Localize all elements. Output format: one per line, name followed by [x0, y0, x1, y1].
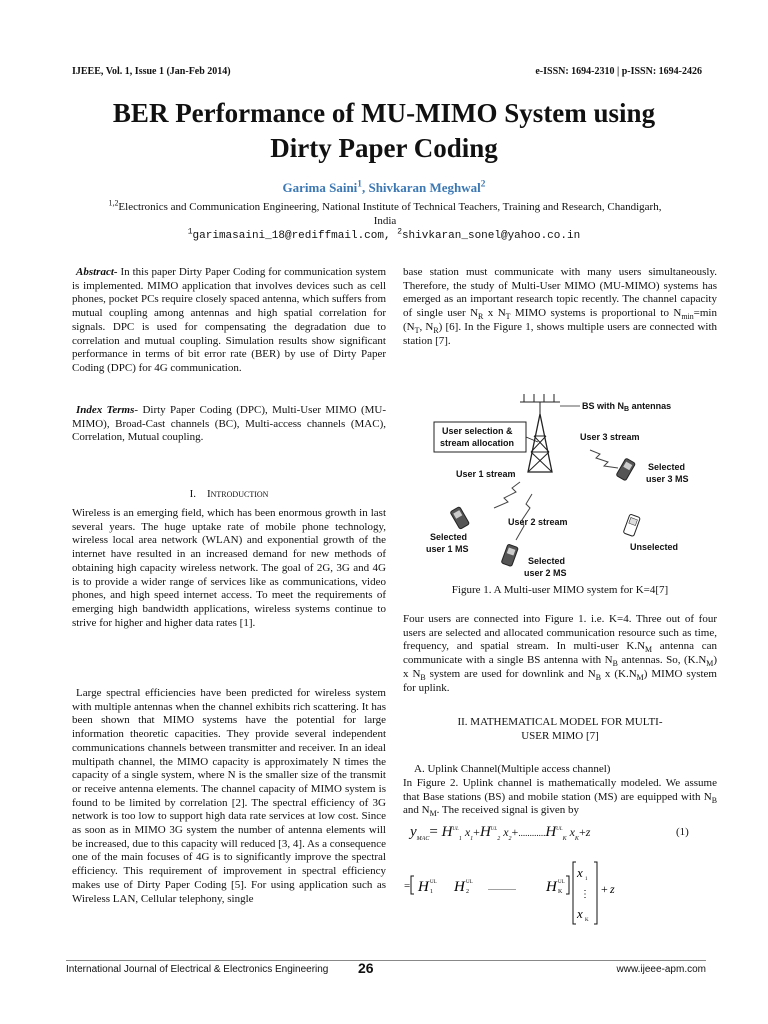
author-2-sup: 2 [480, 179, 486, 190]
eq-h2: H [479, 824, 491, 840]
unselected-label: Unselected [630, 542, 679, 552]
intro-paragraph-1 [72, 507, 386, 630]
author-1: Garima Saini [282, 180, 358, 195]
figure-1-diagram [420, 386, 710, 582]
footer-journal: International Journal of Electrical & Electronics Engineering [66, 964, 329, 975]
affiliation [100, 200, 670, 228]
abstract [72, 266, 386, 376]
rp1-c: MIMO systems is proportional to N [510, 307, 682, 320]
eq2-vdots: ⋮ [580, 889, 590, 900]
right-paragraph-3 [403, 777, 717, 818]
footer-divider [66, 960, 706, 961]
rp2-g: ) MIMO system for uplink. [403, 667, 717, 694]
eq-y-sub: MAC [416, 836, 430, 842]
eq2-x1-sub: 1 [585, 877, 588, 882]
email-2: shivkaran_sonel@yahoo.co.in [401, 230, 581, 242]
eq-plus-2: + [511, 825, 519, 839]
rp2-s3: M [706, 659, 714, 669]
eq2-h2: H [454, 879, 465, 895]
author-separator: , [361, 180, 369, 195]
eq-h1-sub: 1 [458, 836, 462, 842]
section-1-number: I. [189, 488, 196, 500]
section-2-line-1: II. MATHEMATICAL MODEL FOR MULTI- [457, 716, 663, 728]
email-1: garimasaini_18@rediffmail.com, [192, 230, 391, 242]
rp1-e: , N [419, 320, 434, 333]
rp2-a: Four users are connected into Figure 1. i.e. K=4. Three out of four users are selected and allocated communication resource such as time, frequency, and spatial stream. In multi-user K.N [403, 613, 717, 653]
equation-1 [410, 824, 710, 841]
page-number: 26 [358, 960, 374, 976]
rp1-s1: R [478, 312, 484, 322]
eq-h1: H [441, 824, 453, 840]
eq-z: z [585, 825, 591, 839]
rp1-s5: R [433, 326, 439, 335]
eq-dots: ............ [518, 828, 546, 838]
rp2-f: x (K.N [600, 667, 637, 680]
section-2-heading [403, 716, 717, 743]
eq-x1: x [464, 825, 471, 839]
email-1-sup: 1 [187, 227, 193, 237]
figure-1-caption: Figure 1. A Multi-user MIMO system for K=4[7] [451, 584, 669, 596]
user-1-signal-icon [494, 482, 520, 508]
rp2-e: system are used for downlink and N [425, 667, 596, 680]
eq2-z: z [610, 882, 615, 896]
eq2-hk-ul: UL [558, 880, 565, 885]
eq-x2: x [503, 825, 509, 839]
eq-hk: H [545, 824, 557, 840]
subsection-a-heading: A. Uplink Channel(Multiple access channel) [414, 763, 611, 775]
rp1-d: =min (N [403, 307, 717, 333]
footer-url[interactable]: www.ijeee-apm.com [616, 964, 706, 975]
eq-xk: x [569, 825, 575, 839]
eq-x2-sub: 2 [508, 836, 512, 842]
right-paragraph-2 [403, 613, 717, 695]
user-selection-label-1: User selection & [442, 426, 513, 436]
user-3-stream-label: User 3 stream [580, 432, 640, 442]
index-terms [72, 404, 386, 445]
author-list [0, 180, 768, 196]
user-3-signal-icon [590, 450, 618, 468]
affiliation-sup: 1,2 [108, 198, 119, 208]
eq2-plus: + [601, 882, 608, 896]
rp1-s2: T [505, 312, 511, 322]
eq2-h1-ul: UL [430, 880, 437, 885]
rp3-b: and N [403, 804, 430, 817]
section-1-heading [72, 488, 386, 502]
eq-plus-3: + [578, 825, 586, 839]
eq-h1-ul: UL [452, 827, 459, 832]
index-terms-label: Index Terms [76, 404, 135, 416]
section-1-title: Introduction [206, 488, 269, 500]
unselected-phone-icon [623, 514, 640, 537]
bs-tower-icon [528, 414, 552, 472]
eq-y: y [410, 824, 417, 840]
user-2-stream-label: User 2 stream [508, 517, 568, 527]
eq-xk-sub: K [574, 836, 579, 842]
author-1-sup: 1 [357, 179, 362, 190]
rp3-a: In Figure 2. Uplink channel is mathematically modeled. We assume that Base stations (BS) and mobile station (MS) are equipped with N [403, 777, 717, 803]
eq2-hk: H [546, 879, 557, 895]
rp3-s2: M [429, 809, 437, 819]
right-paragraph-1 [403, 266, 717, 348]
abstract-label: Abstract- [76, 266, 118, 278]
eq2-dots: .............. [488, 883, 516, 892]
eq-hk-sub: K [562, 836, 567, 842]
user-1-selected-2: user 1 MS [426, 544, 469, 554]
rp2-s2: B [612, 659, 618, 669]
user-2-selected-1: Selected [528, 556, 566, 566]
rp1-f: ) [6]. In the Figure 1, shows multiple users are connected with station [7]. [403, 320, 718, 347]
user-2-selected-2: user 2 MS [524, 568, 567, 578]
user-selection-label-2: stream allocation [440, 438, 515, 448]
eq-hk-ul: UL [556, 827, 563, 832]
rp2-c: antennas. So, (K.N [617, 654, 707, 667]
user-3-phone-icon [616, 458, 636, 481]
user-1-selected-1: Selected [430, 532, 468, 542]
user-3-selected-1: Selected [648, 462, 686, 472]
abstract-text: In this paper Dirty Paper Coding for communication system is implemented. MIMO application that involves devices such as cell phones, pocket PCs require closely spaced antenna, which suffers from mutual coupling among antennas and high spatial correlation for signals. DPC is used for compensating the degradation due to correlation and mutual coupling. Simulation results show significant performance in terms of bit error rate (BER) by use of Dirty Paper Coding (DPC) for 4G communication. [72, 266, 386, 374]
author-emails [0, 227, 768, 242]
section-2-line-2: USER MIMO [7] [521, 729, 599, 742]
rp2-s1: M [645, 645, 653, 655]
eq2-xk-sub: K [585, 918, 589, 923]
index-terms-text: - Dirty Paper Coding (DPC), Multi-User MIMO (MU-MIMO), Broad-Cast channels (BC), Multi-access channels (MAC), Correlation, Mutual coupling. [72, 404, 386, 444]
header-issn: e-ISSN: 1694-2310 | p-ISSN: 1694-2426 [535, 66, 702, 77]
eq-plus-1: + [473, 825, 480, 839]
email-2-sup: 2 [397, 227, 402, 237]
rp2-b: antenna can communicate with a single BS antenna with N [403, 640, 717, 667]
intro-paragraph-2-text: Large spectral efficiencies have been predicted for wireless system with multiple antennas when the channel exhibits rich scattering. It has been shown that MIMO systems have the potential for large information theoretic capacities. They provide several independent communications channels between transmitter and receiver. In an ideal multipath channel, the MIMO capacity is approximately N times the capacity of a single system, where N is the smaller size of the transmit or receive antenna elements. The channel capacity of MIMO system is found to be limited by correlation [2]. The spectral efficiency of 3G network is too low to support high data rate services at low cost. Since as soon as in MIMO 3G system the number of antenna elements will be increased, due to this capacity will reduced [3, 4]. As a consequence one of the main focuses of 4G is to significantly improve the spectral efficiency. This requirement of improvement in spectral efficiency makes use of Dirty Paper Coding [5]. For using application such as Wireless LAN, Cellular telephony, single [72, 687, 386, 905]
eq-x1-sub: 1 [470, 836, 474, 842]
rp1-a: base station must communicate with many users simultaneously. Therefore, the study of Multi-User MIMO (MU-MIMO) systems has emerged as an important research topic recently. The channel capacity of single user N [403, 266, 717, 320]
affiliation-text: Electronics and Communication Engineering, National Institute of Technical Teachers, Training and Research, Chandigarh, India [118, 201, 662, 227]
equation-number: (1) [676, 826, 689, 838]
eq-h2-ul: UL [490, 827, 498, 832]
rp1-s3: min [681, 312, 694, 322]
title-line-2: Dirty Paper Coding [270, 133, 498, 163]
rp2-d: ) x N [403, 654, 717, 680]
eq-h2-sub: 2 [497, 836, 501, 842]
user-1-phone-icon [450, 507, 470, 530]
eq2-h2-ul: UL [466, 880, 473, 885]
rp3-c: . The received signal is given by [436, 804, 580, 817]
author-2: Shivkaran Meghwal [368, 180, 481, 195]
equation-2-matrix [410, 860, 650, 930]
paper-title [0, 96, 768, 166]
eq2-xk: x [577, 906, 583, 921]
intro-paragraph-1-text: Wireless is an emerging field, which has been enormous growth in last several years. The huge uptake rate of mobile phone technology, wireless local area network (WLAN) and exponential growth of the internet have resulted in an increased demand for new methods of obtaining high capacity wireless network. The goal of 2G, 3G and 4G is to provide a wider range of services like as communications, video phones, and high speed internet access. To meet the requirements of emerging high bandwidth applications, wireless systems continue to strive for higher and higher data rates [1]. [72, 507, 386, 629]
bs-label: BS with $N_B$ antennas [582, 401, 672, 413]
eq2-h1-sub: 1 [430, 889, 433, 895]
rp1-s4: T [414, 326, 420, 335]
intro-paragraph-2 [72, 687, 386, 906]
eq2-hk-sub: K [558, 889, 563, 895]
header-journal-info: IJEEE, Vol. 1, Issue 1 (Jan-Feb 2014) [72, 66, 231, 77]
eq2-h1: H [418, 879, 429, 895]
rp1-b: x N [483, 307, 506, 320]
bs-antenna-icon [520, 394, 560, 414]
rp2-s4: B [420, 673, 426, 682]
eq2-h2-sub: 2 [466, 889, 469, 895]
user-1-stream-label: User 1 stream [456, 469, 516, 479]
rp2-s6: M [636, 673, 644, 682]
eq-equals: = [429, 824, 438, 840]
title-line-1: BER Performance of MU-MIMO System using [112, 98, 656, 128]
eq2-x1: x [577, 865, 583, 880]
user-2-phone-icon [501, 544, 518, 567]
rp3-s1: B [711, 795, 717, 805]
user-3-selected-2: user 3 MS [646, 474, 689, 484]
rp2-s5: B [595, 673, 601, 682]
eq2-equals: = [404, 880, 411, 892]
